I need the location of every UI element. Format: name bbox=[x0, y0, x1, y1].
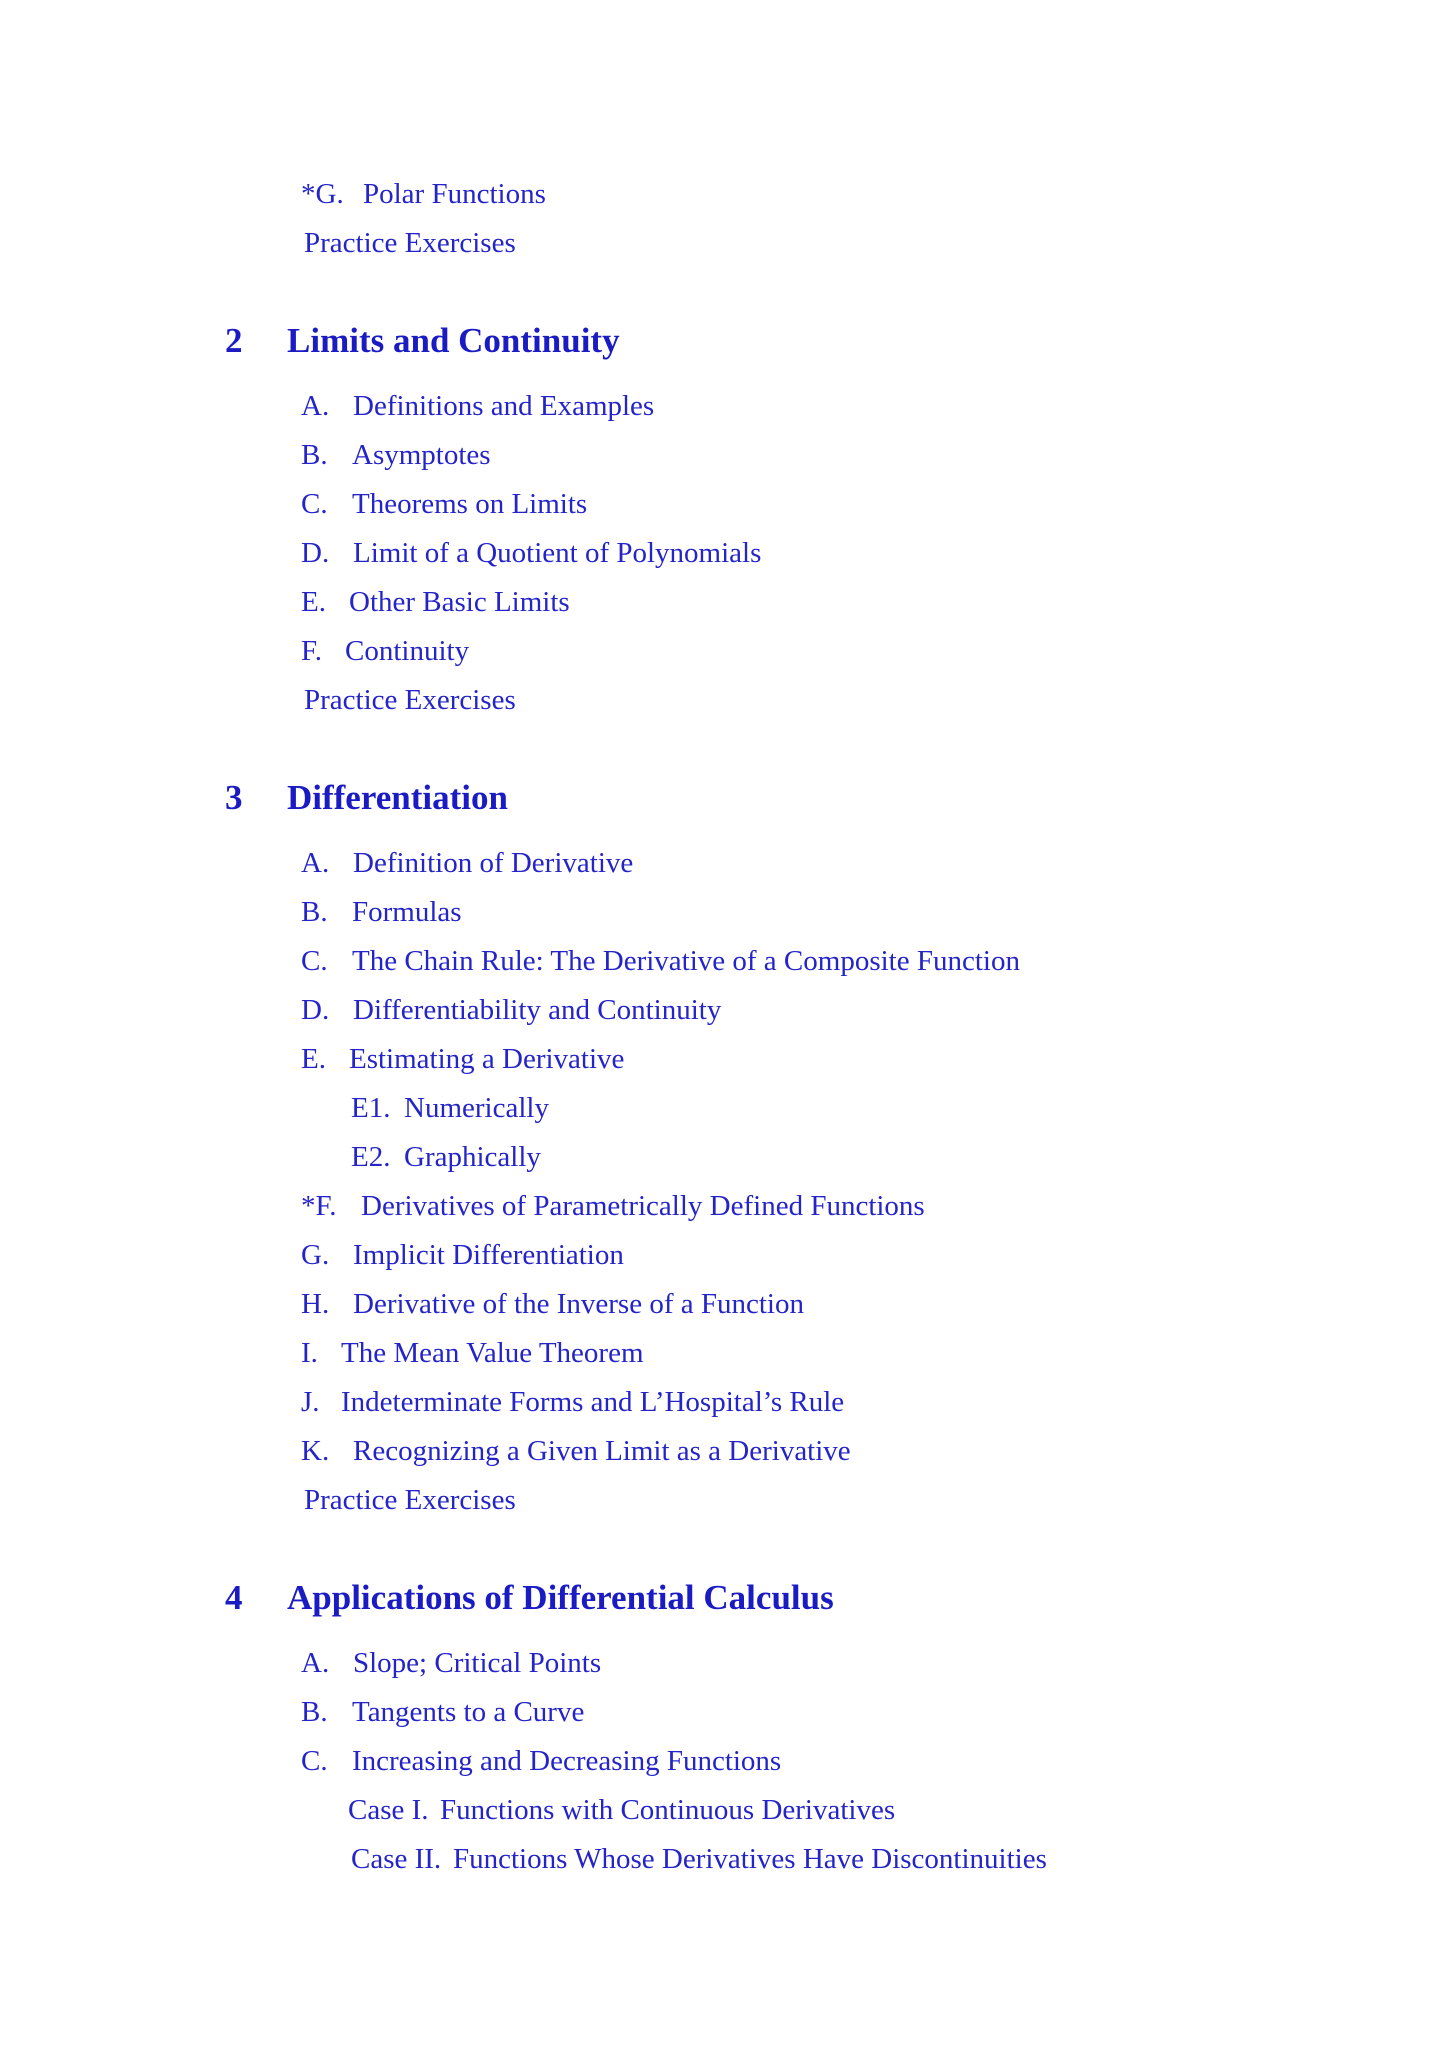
entry-text: Indeterminate Forms and L’Hospital’s Rule bbox=[341, 1386, 845, 1418]
toc-entry[interactable] bbox=[301, 894, 462, 930]
entry-label: A. bbox=[301, 847, 330, 879]
entry-text: Formulas bbox=[352, 896, 462, 928]
chapter-title: Differentiation bbox=[287, 778, 508, 817]
toc-entry[interactable] bbox=[301, 845, 633, 881]
entry-label: E. bbox=[301, 586, 326, 618]
entry-text: Functions with Continuous Derivatives bbox=[440, 1794, 896, 1826]
entry-label: K. bbox=[301, 1435, 330, 1467]
entry-label: C. bbox=[301, 945, 328, 977]
entry-text: The Mean Value Theorem bbox=[341, 1337, 644, 1369]
entry-label: A. bbox=[301, 1647, 330, 1679]
entry-label: D. bbox=[301, 537, 330, 569]
entry-text: Limit of a Quotient of Polynomials bbox=[353, 537, 762, 569]
toc-entry[interactable] bbox=[301, 1384, 844, 1420]
toc-entry[interactable] bbox=[301, 943, 1020, 979]
entry-text: Asymptotes bbox=[352, 439, 491, 471]
chapter-number: 4 bbox=[225, 1578, 243, 1617]
toc-entry[interactable] bbox=[301, 1237, 624, 1273]
chapter-title: Applications of Differential Calculus bbox=[287, 1578, 834, 1617]
chapter-heading[interactable] bbox=[225, 320, 925, 362]
entry-text: Other Basic Limits bbox=[349, 586, 570, 618]
toc-entry[interactable] bbox=[301, 1335, 644, 1371]
toc-entry[interactable] bbox=[301, 1694, 584, 1730]
entry-text: Tangents to a Curve bbox=[352, 1696, 585, 1728]
toc-entry[interactable] bbox=[301, 437, 491, 473]
entry-text: Increasing and Decreasing Functions bbox=[352, 1745, 782, 1777]
entry-label: J. bbox=[301, 1386, 320, 1418]
entry-label: H. bbox=[301, 1288, 330, 1320]
entry-text: Practice Exercises bbox=[304, 1484, 516, 1516]
toc-entry[interactable] bbox=[348, 1792, 895, 1828]
toc-entry[interactable] bbox=[351, 1139, 541, 1175]
entry-text: Definitions and Examples bbox=[353, 390, 655, 422]
entry-label: A. bbox=[301, 390, 330, 422]
toc-entry[interactable] bbox=[301, 633, 469, 669]
entry-label: E1. bbox=[351, 1092, 391, 1124]
entry-text: Derivative of the Inverse of a Function bbox=[353, 1288, 804, 1320]
entry-label: Case II. bbox=[351, 1843, 442, 1875]
toc-entry[interactable] bbox=[301, 1743, 781, 1779]
entry-label: *F. bbox=[301, 1190, 337, 1222]
entry-text: Numerically bbox=[404, 1092, 549, 1124]
entry-text: The Chain Rule: The Derivative of a Composite Function bbox=[352, 945, 1020, 977]
chapter-heading[interactable] bbox=[225, 1577, 1125, 1619]
chapter-number: 2 bbox=[225, 321, 243, 360]
entry-text: Estimating a Derivative bbox=[349, 1043, 625, 1075]
entry-text: Practice Exercises bbox=[304, 227, 516, 259]
toc-entry[interactable] bbox=[301, 1188, 925, 1224]
chapter-number: 3 bbox=[225, 778, 243, 817]
toc-entry[interactable] bbox=[301, 535, 761, 571]
entry-label: E2. bbox=[351, 1141, 391, 1173]
entry-text: Practice Exercises bbox=[304, 684, 516, 716]
toc-entry[interactable] bbox=[351, 1090, 549, 1126]
entry-label: F. bbox=[301, 635, 323, 667]
toc-entry[interactable] bbox=[304, 225, 516, 261]
entry-label: I. bbox=[301, 1337, 318, 1369]
entry-text: Slope; Critical Points bbox=[353, 1647, 602, 1679]
entry-label: C. bbox=[301, 488, 328, 520]
toc-entry[interactable] bbox=[301, 584, 570, 620]
entry-label: B. bbox=[301, 439, 328, 471]
entry-label: E. bbox=[301, 1043, 326, 1075]
toc-entry[interactable] bbox=[301, 1286, 804, 1322]
chapter-title: Limits and Continuity bbox=[287, 321, 620, 360]
toc-entry[interactable] bbox=[301, 388, 654, 424]
entry-label: B. bbox=[301, 896, 328, 928]
entry-label: *G. bbox=[301, 178, 344, 210]
entry-text: Differentiability and Continuity bbox=[353, 994, 722, 1026]
entry-text: Implicit Differentiation bbox=[353, 1239, 624, 1271]
entry-text: Theorems on Limits bbox=[352, 488, 588, 520]
toc-entry[interactable] bbox=[301, 1433, 851, 1469]
entry-text: Recognizing a Given Limit as a Derivative bbox=[353, 1435, 851, 1467]
entry-text: Polar Functions bbox=[363, 178, 546, 210]
toc-entry[interactable] bbox=[351, 1841, 1047, 1877]
entry-text: Continuity bbox=[345, 635, 470, 667]
toc-entry[interactable] bbox=[301, 1041, 624, 1077]
entry-label: Case I. bbox=[348, 1794, 429, 1826]
entry-label: C. bbox=[301, 1745, 328, 1777]
toc-entry[interactable] bbox=[301, 992, 721, 1028]
toc-entry[interactable] bbox=[304, 1482, 516, 1518]
toc-entry[interactable] bbox=[301, 486, 587, 522]
entry-text: Definition of Derivative bbox=[353, 847, 634, 879]
entry-label: D. bbox=[301, 994, 330, 1026]
toc-entry[interactable] bbox=[301, 176, 546, 212]
entry-text: Graphically bbox=[404, 1141, 541, 1173]
chapter-heading[interactable] bbox=[225, 777, 925, 819]
entry-label: G. bbox=[301, 1239, 330, 1271]
entry-text: Derivatives of Parametrically Defined Functions bbox=[361, 1190, 925, 1222]
toc-entry[interactable] bbox=[301, 1645, 601, 1681]
entry-label: B. bbox=[301, 1696, 328, 1728]
toc-entry[interactable] bbox=[304, 682, 516, 718]
entry-text: Functions Whose Derivatives Have Discontinuities bbox=[453, 1843, 1047, 1875]
